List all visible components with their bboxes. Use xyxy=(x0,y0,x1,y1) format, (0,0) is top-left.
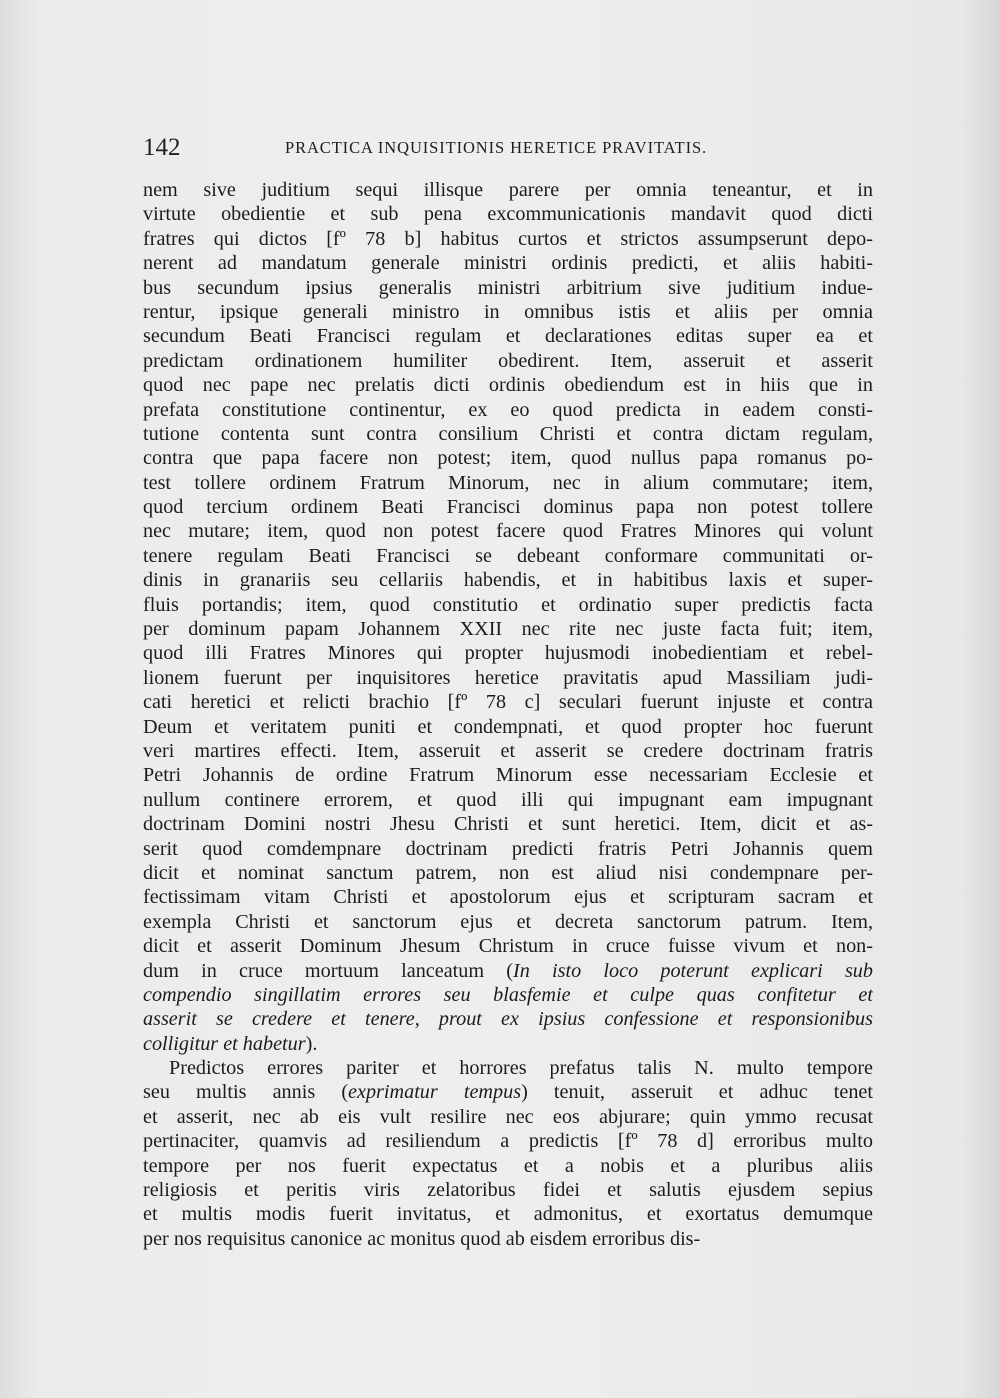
text-line xyxy=(143,519,873,543)
line-text: doctrinam Domini nostri Jhesu Christi et sunt heretici. Item, dicit et as- xyxy=(143,813,873,836)
text-line xyxy=(143,178,873,202)
text-line xyxy=(143,983,873,1007)
text-line xyxy=(143,739,873,763)
line-text: predictam ordinationem humiliter obedirent. Item, asseruit et asserit xyxy=(143,349,873,372)
line-text: dum in cruce mortuum lanceatum ( xyxy=(143,959,514,982)
line-text: Deum et veritatem puniti et condempnati, et quod propter hoc fuerunt xyxy=(143,715,873,738)
line-text: prefata constitutione continentur, ex eo quod predicta in eadem consti- xyxy=(143,398,873,421)
line-text: serit quod comdempnare doctrinam predicti fratris Petri Johannis quem xyxy=(143,837,873,860)
text-line xyxy=(143,959,873,983)
line-text: dicit et asserit Dominum Jhesum Christum in cruce fuisse vivum et non- xyxy=(143,935,873,958)
text-line xyxy=(143,1007,873,1031)
line-text: lionem fuerunt per inquisitores heretice pravitatis apud Massiliam judi- xyxy=(143,666,873,689)
line-text: Predictos errores pariter et horrores prefatus talis N. multo tempore xyxy=(169,1057,873,1080)
text-line xyxy=(143,446,873,470)
text-line xyxy=(143,885,873,909)
line-text: nec mutare; item, quod non potest facere quod Fratres Minores qui volunt xyxy=(143,520,873,543)
line-text: pertinaciter, quamvis ad resiliendum a predictis [fº 78 d] erroribus multo xyxy=(143,1130,873,1153)
text-line xyxy=(143,934,873,958)
text-line xyxy=(143,251,873,275)
line-text: contra que papa facere non potest; item, quod nullus papa romanus po- xyxy=(143,447,873,470)
italic-text: colligitur et habetur xyxy=(143,1032,306,1055)
line-text: tempore per nos fuerit expectatus et a nobis et a pluribus aliis xyxy=(143,1154,873,1177)
text-line xyxy=(143,617,873,641)
text-line xyxy=(143,1202,873,1226)
line-text: tenere regulam Beati Francisci se debeant conformare communitati or- xyxy=(143,544,873,567)
italic-text: exprimatur tempus xyxy=(348,1081,522,1104)
line-text: fluis portandis; item, quod constitutio et ordinatio super predictis facta xyxy=(143,593,873,616)
text-line xyxy=(143,276,873,300)
line-text: fectissimam vitam Christi et apostolorum ejus et scripturam sacram et xyxy=(143,886,873,909)
text-line xyxy=(143,373,873,397)
line-text-after: ) tenuit, asseruit et adhuc tenet xyxy=(521,1081,873,1104)
line-text: cati heretici et relicti brachio [fº 78 c] seculari fuerunt injuste et contra xyxy=(143,691,873,714)
text-line xyxy=(143,398,873,422)
italic-text: asserit se credere et tenere, prout ex ipsius confessione et responsionibus xyxy=(143,1008,873,1031)
italic-text: In isto loco poterunt explicari sub xyxy=(513,959,873,982)
text-line xyxy=(143,1154,873,1178)
line-text: dicit et nominat sanctum patrem, non est aliud nisi condempnare per- xyxy=(143,861,873,884)
text-line xyxy=(143,227,873,251)
line-text: quod tercium ordinem Beati Francisci dominus papa non potest tollere xyxy=(143,496,873,519)
page-number: 142 xyxy=(143,134,181,161)
text-line xyxy=(143,495,873,519)
text-line xyxy=(143,812,873,836)
text-line xyxy=(143,1129,873,1153)
line-text: rentur, ipsique generali ministro in omnibus istis et aliis per omnia xyxy=(143,300,873,323)
line-text: test tollere ordinem Fratrum Minorum, nec in alium commutare; item, xyxy=(143,471,873,494)
line-text: et multis modis fuerit invitatus, et admonitus, et exortatus demumque xyxy=(143,1203,873,1226)
line-text: nerent ad mandatum generale ministri ordinis predicti, et aliis habiti- xyxy=(143,252,873,275)
text-line xyxy=(143,593,873,617)
line-text: seu multis annis ( xyxy=(143,1081,349,1104)
text-line xyxy=(143,788,873,812)
text-line xyxy=(143,568,873,592)
text-line xyxy=(143,300,873,324)
line-text: per nos requisitus canonice ac monitus quod ab eisdem erroribus dis- xyxy=(143,1227,701,1250)
line-text: quod illi Fratres Minores qui propter hujusmodi inobedientiam et rebel- xyxy=(143,642,873,665)
text-line xyxy=(143,1080,873,1104)
line-text: religiosis et peritis viris zelatoribus fidei et salutis ejusdem sepius xyxy=(143,1179,873,1202)
text-line xyxy=(143,1032,873,1056)
text-line xyxy=(143,763,873,787)
text-line xyxy=(143,861,873,885)
line-text: dinis in granariis seu cellariis habendis, et in habitibus laxis et super- xyxy=(143,569,873,592)
line-text: tutione contenta sunt contra consilium Christi et contra dictam regulam, xyxy=(143,422,873,445)
italic-text: compendio singillatim errores seu blasfemie et culpe quas confitetur et xyxy=(143,983,873,1006)
text-line xyxy=(143,641,873,665)
line-text: veri martires effecti. Item, asseruit et asserit se credere doctrinam fratris xyxy=(143,739,873,762)
text-line xyxy=(143,422,873,446)
text-line xyxy=(143,202,873,226)
text-line xyxy=(143,544,873,568)
line-text: nem sive juditium sequi illisque parere per omnia teneantur, et in xyxy=(143,179,873,201)
line-text: secundum Beati Francisci regulam et declarationes editas super ea et xyxy=(143,325,873,348)
text-line xyxy=(143,324,873,348)
line-text: et asserit, nec ab eis vult resilire nec eos abjurare; quin ymmo recusat xyxy=(143,1105,873,1128)
line-text: bus secundum ipsius generalis ministri arbitrium sive juditium indue- xyxy=(143,276,873,299)
text-line xyxy=(143,1227,873,1251)
line-text: per dominum papam Johannem XXII nec rite nec juste facta fuit; item, xyxy=(143,618,873,641)
page-header xyxy=(143,133,873,163)
text-line xyxy=(143,690,873,714)
line-text: Petri Johannis de ordine Fratrum Minorum esse necessariam Ecclesie et xyxy=(143,764,873,787)
line-text: nullum continere errorem, et quod illi qui impugnant eam impugnant xyxy=(143,788,873,811)
body-text xyxy=(143,178,873,1251)
line-text: exempla Christi et sanctorum ejus et decreta sanctorum patrum. Item, xyxy=(143,910,873,933)
line-text-after: ). xyxy=(305,1032,318,1055)
text-line xyxy=(143,349,873,373)
line-text: virtute obedientie et sub pena excommunicationis mandavit quod dicti xyxy=(143,203,873,226)
line-text: quod nec pape nec prelatis dicti ordinis obediendum est in hiis que in xyxy=(143,374,873,397)
text-line xyxy=(143,1105,873,1129)
text-line xyxy=(143,471,873,495)
text-line xyxy=(143,910,873,934)
running-title: PRACTICA INQUISITIONIS HERETICE PRAVITATIS. xyxy=(285,138,708,157)
text-line xyxy=(143,666,873,690)
text-line xyxy=(143,1056,873,1080)
text-line xyxy=(143,715,873,739)
text-line xyxy=(143,1178,873,1202)
line-text: fratres qui dictos [fº 78 b] habitus curtos et strictos assumpserunt depo- xyxy=(143,227,873,250)
text-line xyxy=(143,837,873,861)
